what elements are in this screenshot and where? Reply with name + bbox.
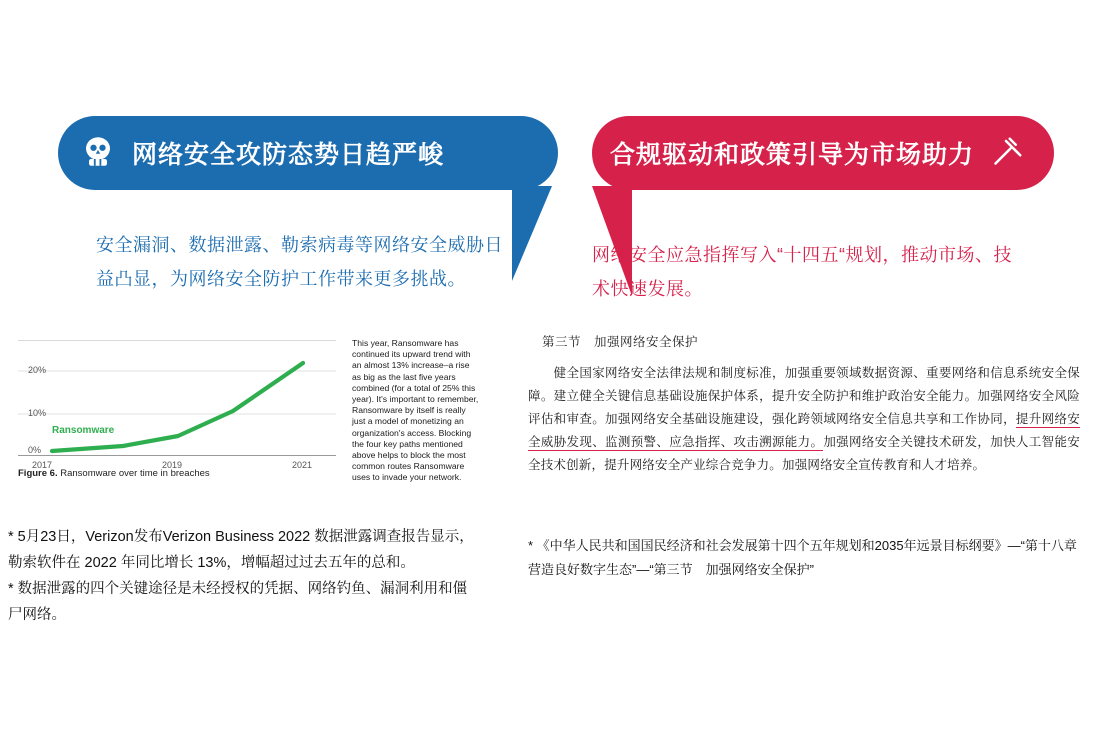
banner-left: [58, 116, 558, 190]
chart-caption-label: Figure 6.: [18, 468, 58, 479]
banner-left-title: 网络安全攻防态势日趋严峻: [132, 141, 445, 169]
chart-xtick-2017: 2017: [32, 460, 53, 470]
footnote-left: [8, 524, 478, 628]
chart-plot-area: [18, 340, 336, 456]
chart-series-label: Ransomware: [52, 425, 115, 436]
chart-xtick-2021: 2021: [292, 460, 313, 470]
footnote-left-line2: * 数据泄露的四个关键途径是未经授权的凭据、网络钓鱼、漏洞利用和僵尸网络。: [8, 581, 468, 623]
chart-caption: [18, 468, 210, 479]
doc-para-highlight: 提升网络安全威胁发现、监测预警、应急指挥、攻击溯源能力。: [528, 412, 1080, 449]
chart-line-svg: [18, 341, 336, 457]
banner-right: [592, 116, 1054, 190]
lead-paragraph-left: 安全漏洞、数据泄露、勒索病毒等网络安全威胁日益凸显，为网络安全防护工作带来更多挑战。: [96, 235, 503, 289]
doc-para-part2: 加强网络安全关键技术研发，加快人工智能安全技术创新，提升网络安全产业综合竞争力。加强网络安全宣传教育和人才培养。: [528, 435, 1080, 472]
gavel-icon: [988, 133, 1024, 173]
doc-body: [528, 362, 1080, 477]
policy-document-excerpt: [528, 332, 1080, 477]
banner-right-title: 合规驱动和政策引导为市场助力: [610, 141, 975, 169]
doc-heading: 第三节 加强网络安全保护: [542, 335, 699, 349]
banner-left-tail: [512, 186, 552, 281]
chart-caption-text: Ransomware over time in breaches: [60, 468, 210, 479]
lead-paragraph-right: 网络安全应急指挥写入“十四五“规划，推动市场、技术快速发展。: [592, 245, 1012, 299]
footnote-left-line1: * 5月23日，Verizon发布Verizon Business 2022 数据泄露调查报告显示，勒索软件在 2022 年同比增长 13%，增幅超过过去五年的总和。: [8, 529, 474, 571]
skull-icon: [80, 133, 116, 173]
footnote-right: * 《中华人民共和国国民经济和社会发展第十四个五年规划和2035年远景目标纲要》—“第十八章 营造良好数字生态”—“第三节 加强网络安全保护”: [528, 538, 1090, 577]
chart-ytick-10: 10%: [28, 408, 47, 418]
chart-ytick-20: 20%: [28, 365, 47, 375]
doc-para-part1: 健全国家网络安全法律法规和制度标准，加强重要领域数据资源、重要网络和信息系统安全保障。建立健全关键信息基础设施保护体系，提升安全防护和维护政治安全能力。加强网络安全风险评估和审查。加强网络安全基础设施建设，强化跨领域网络安全信息共享和工作协同，: [528, 366, 1080, 426]
ransomware-chart-block: [10, 338, 490, 483]
chart-xtick-2019: 2019: [162, 460, 183, 470]
chart-ytick-0: 0%: [28, 445, 42, 455]
chart-note-text: This year, Ransomware has continued its upward trend with an almost 13% increase–a rise as big as the last five years combined (for a total of 25% this year). It's important to remember, Ransomware by itself is really just a model of monetizing an organization's access. Blocking the four key paths mentioned above helps to block the most common routes Ransomware uses to invade your network.: [352, 338, 479, 483]
